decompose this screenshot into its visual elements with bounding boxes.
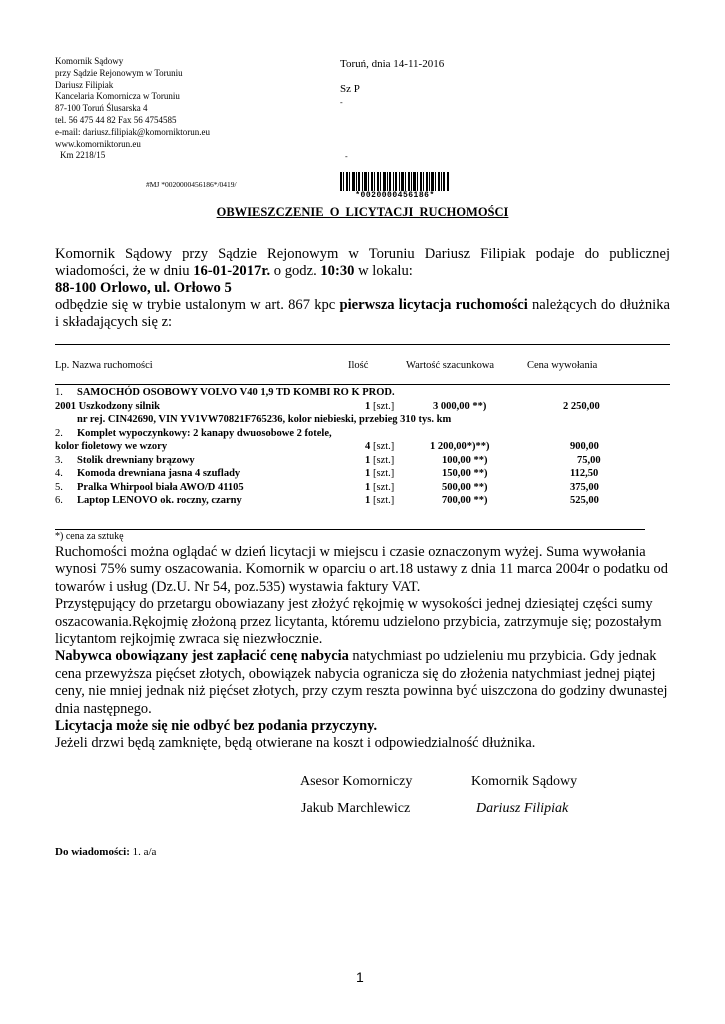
row-name: 2001 Uszkodzony silnik	[55, 400, 161, 412]
barcode-image	[340, 172, 450, 200]
row-unit: [szt.]	[373, 495, 395, 506]
signature-left-name: Jakub Marchlewicz	[301, 801, 411, 816]
row-value: 1 200,00*)**)	[430, 441, 490, 452]
row-qty: 1	[365, 495, 371, 506]
terms-text-span: natychmiast po udzieleniu mu przybicia. Gdy jednak cena przewyższa pięćset złotych, obowiązek nabycia ogranicza się do złożenia natychmiast jednej piątej ceny, nie mniej jednak niż pięćset złotych, przy czym reszta powinna być uiszczona do godziny dwunastej dnia następnego.	[55, 648, 668, 717]
header-line: www.komorniktorun.eu	[55, 138, 141, 149]
row-price: 2 250,00	[563, 400, 600, 412]
header-line: tel. 56 475 44 82 Fax 56 4754585	[55, 114, 177, 125]
header-line: Kancelaria Komornicza w Toruniu	[55, 91, 180, 102]
items-table	[55, 386, 655, 508]
auction-date: 16-01-2017r.	[193, 263, 271, 279]
row-price: 75,00	[577, 454, 601, 466]
auction-address: 88-100 Orlowo, ul. Orłowo 5	[55, 280, 232, 296]
header-line: Dariusz Filipiak	[55, 79, 114, 90]
terms-bold: Licytacja może się nie odbyć bez podania przyczyny.	[55, 718, 378, 735]
row-price: 112,50	[570, 468, 599, 479]
row-value: 100,00 **)	[442, 454, 488, 466]
row-price: 525,00	[570, 495, 599, 506]
terms-bold: Nabywca obowiązany jest zapłacić cenę nabycia	[55, 648, 349, 665]
intro-text: w lokalu:	[354, 263, 413, 279]
addressee-label: Sz P	[340, 83, 360, 95]
header-line: 87-100 Toruń Ślusarska 4	[55, 103, 148, 114]
header-line: przy Sądzie Rejonowym w Toruniu	[55, 67, 183, 78]
table-row	[55, 413, 655, 427]
table-row	[55, 440, 655, 454]
addressee-dash: -	[340, 98, 343, 107]
signature-right-name: Dariusz Filipiak	[476, 801, 569, 816]
page-number: 1	[356, 969, 364, 985]
auction-type: pierwsza licytacja ruchomości	[339, 297, 528, 313]
row-name: Komoda drewniana jasna 4 szuflady	[77, 468, 241, 479]
row-name: nr rej. CIN42690, VIN YV1VW70821F765236, kolor niebieski, przebieg 310 tys. km	[77, 414, 452, 425]
row-qty: 1	[365, 400, 371, 412]
row-value: 700,00 **)	[442, 495, 488, 506]
row-value: 3 000,00 **)	[433, 400, 487, 412]
row-lp: 4.	[55, 468, 63, 479]
row-unit: [szt.]	[373, 481, 395, 493]
table-row	[55, 454, 655, 468]
row-qty: 4	[365, 441, 371, 452]
row-lp: 3.	[55, 454, 63, 466]
place-date: Toruń, dnia 14-11-2016	[340, 58, 445, 70]
table-row	[55, 494, 655, 508]
row-name: SAMOCHÓD OSOBOWY VOLVO V40 1,9 TD KOMBI RO K PROD.	[77, 387, 395, 398]
row-lp: 2.	[55, 427, 63, 439]
col-header-qty: Ilość	[348, 360, 369, 371]
signature-left-title: Asesor Komorniczy	[300, 774, 413, 789]
header-line: Komornik Sądowy	[55, 56, 124, 66]
row-name: Pralka Whirpool biała AWO/D 41105	[77, 481, 244, 493]
table-row	[55, 400, 655, 414]
auction-time: 10:30	[320, 263, 355, 279]
intro-text: odbędzie się w trybie ustalonym w art. 867 kpc	[55, 297, 340, 313]
signature-right-title: Komornik Sądowy	[471, 774, 578, 789]
distribution-label: Do wiadomości:	[55, 846, 130, 858]
row-value: 150,00 **)	[442, 468, 488, 479]
document-title: OBWIESZCZENIE O LICYTACJI RUCHOMOŚCI	[216, 205, 509, 219]
barcode-reference: #MJ *0020000456186*/0419/	[146, 180, 237, 189]
row-name: Stolik drewniany brązowy	[77, 454, 195, 466]
row-price: 900,00	[570, 441, 599, 452]
row-lp: 1.	[55, 387, 63, 398]
distribution-value: 1. a/a	[129, 846, 157, 858]
terms-paragraph: Jeżeli drzwi będą zamknięte, będą otwierane na koszt i odpowiedzialność dłużnika.	[55, 735, 536, 752]
row-lp: 5.	[55, 481, 63, 493]
table-row	[55, 386, 655, 400]
place-date-block	[340, 58, 444, 109]
row-lp: 6.	[55, 495, 63, 506]
row-qty: 1	[365, 481, 371, 493]
row-unit: [szt.]	[373, 468, 395, 479]
row-name: Laptop LENOVO ok. roczny, czarny	[77, 495, 242, 506]
intro-paragraph	[55, 246, 670, 331]
terms-paragraph: Ruchomości można oglądać w dzień licytacji w miejscu i czasie oznaczonym wyżej. Suma wywołania wynosi 75% sumy oszacowania. Komornik w oparciu o art.18 ustawy z dnia 11 marca 2004r o podatku od towarów i usług (Dz.U. Nr 54, poz.535) wystawia faktury VAT.	[55, 544, 668, 595]
row-name: Komplet wypoczynkowy: 2 kanapy dwuosobowe 2 fotele,	[77, 427, 332, 439]
office-header	[55, 56, 210, 162]
intro-text: o godz.	[270, 263, 321, 279]
row-unit: [szt.]	[373, 441, 395, 452]
row-unit: [szt.]	[373, 400, 395, 412]
header-line: e-mail: dariusz.filipiak@komorniktorun.eu	[55, 126, 210, 137]
row-value: 500,00 **)	[442, 481, 488, 493]
row-unit: [szt.]	[373, 454, 395, 466]
row-name: kolor fioletowy we wzory	[55, 441, 168, 452]
divider	[55, 384, 670, 385]
row-qty: 1	[365, 468, 371, 479]
divider	[55, 344, 670, 345]
table-row	[55, 467, 655, 481]
col-header-value: Wartość szacunkowa	[406, 360, 495, 371]
row-price: 375,00	[570, 481, 599, 493]
distribution	[55, 846, 156, 858]
addressee-dash: -	[345, 152, 348, 161]
header-line: Km 2218/15	[60, 150, 106, 161]
terms-paragraph: Przystępujący do przetargu obowiazany jest złożyć rękojmię w wysokości jednej dziesiątej części sumy oszacowania.Rękojmię złożoną przez licytanta, któremu udzielono przybicia, zatrzymuje się; pozostałym licytantom rejkojmię zwraca się niezwłocznie.	[55, 596, 662, 648]
col-header-price: Cena wywołania	[527, 360, 598, 371]
row-qty: 1	[365, 454, 371, 466]
table-row	[55, 427, 655, 441]
intro-text: Komornik Sądowy przy Sądzie Rejonowym w Toruniu Dariusz Filipiak podaje do publicznej wiadomości, że w dniu	[55, 246, 670, 279]
col-header-name: Lp. Nazwa ruchomości	[55, 360, 153, 371]
divider	[55, 529, 645, 530]
barcode-text: *0020000456186*	[340, 191, 450, 200]
terms-text	[55, 544, 675, 753]
terms-paragraph	[55, 718, 675, 735]
intro-text: należących do dłużnika i składających się z:	[55, 297, 670, 330]
terms-paragraph	[55, 648, 675, 718]
footnote: *) cena za sztukę	[55, 531, 124, 542]
table-row	[55, 481, 655, 495]
